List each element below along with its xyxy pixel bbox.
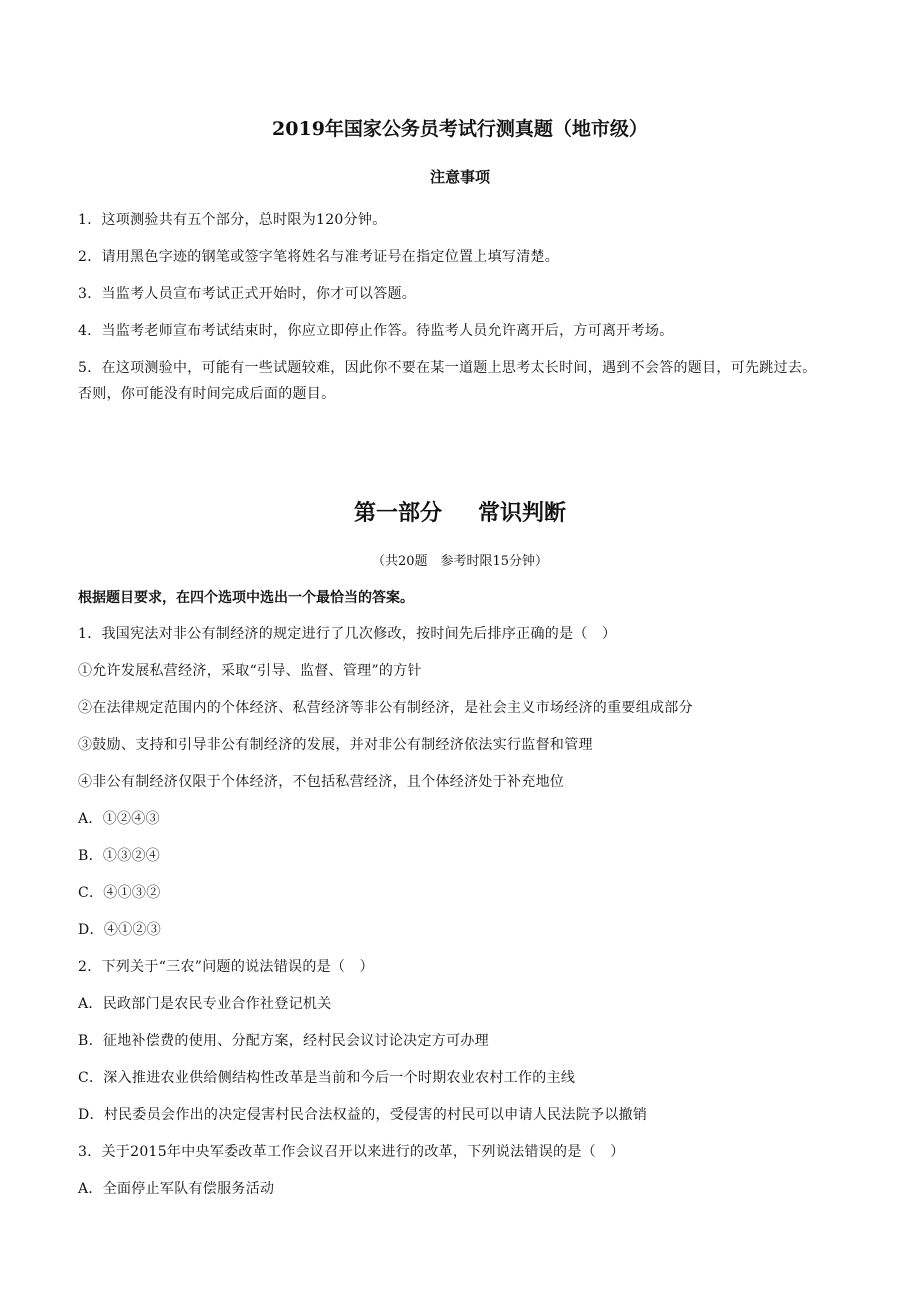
section-instruction: 根据题目要求，在四个选项中选出一个最恰当的答案。	[78, 590, 414, 606]
question-3-option-a: A．全面停止军队有偿服务活动	[78, 1181, 275, 1197]
question-1-option-b: B．①③②④	[78, 848, 161, 864]
notice-item-4: 4．当监考老师宣布考试结束时，你应立即停止作答。待监考人员允许离开后，方可离开考场。	[78, 323, 674, 339]
question-2-option-c: C．深入推进农业供给侧结构性改革是当前和今后一个时期农业农村工作的主线	[78, 1070, 576, 1086]
document-title: 2019年国家公务员考试行测真题（地市级）	[272, 118, 648, 140]
notice-item-2: 2．请用黑色字迹的钢笔或签字笔将姓名与准考证号在指定位置上填写清楚。	[78, 249, 560, 265]
notice-heading: 注意事项	[429, 168, 490, 186]
notice-item-1: 1．这项测验共有五个部分，总时限为120分钟。	[78, 212, 387, 228]
question-1-statement-4: ④非公有制经济仅限于个体经济，不包括私营经济，且个体经济处于补充地位	[78, 774, 565, 790]
question-2-option-d: D．村民委员会作出的决定侵害村民合法权益的，受侵害的村民可以申请人民法院予以撤销	[78, 1107, 648, 1123]
question-1-option-d: D．④①②③	[78, 922, 162, 938]
question-1-stem: 1．我国宪法对非公有制经济的规定进行了几次修改，按时间先后排序正确的是（ ）	[78, 626, 617, 642]
question-1-option-c: C．④①③②	[78, 885, 161, 901]
question-1-statement-1: ①允许发展私营经济，采取“引导、监督、管理”的方针	[78, 663, 422, 679]
notice-item-5: 5．在这项测验中，可能有一些试题较难，因此你不要在某一道题上思考太长时间，遇到不会答的题目，可先跳过去。	[78, 360, 817, 376]
question-3-stem: 3．关于2015年中央军委改革工作会议召开以来进行的改革，下列说法错误的是（ ）	[78, 1144, 625, 1160]
question-2-stem: 2．下列关于“三农”问题的说法错误的是（ ）	[78, 959, 374, 975]
section-name: 常识判断	[478, 500, 567, 526]
section-part: 第一部分	[353, 500, 442, 526]
section-subtitle: （共20题 参考时限15分钟）	[371, 554, 549, 569]
notice-item-3: 3．当监考人员宣布考试正式开始时，你才可以答题。	[78, 286, 417, 302]
question-1-statement-3: ③鼓励、支持和引导非公有制经济的发展，并对非公有制经济依法实行监督和管理	[78, 737, 593, 753]
question-1-option-a: A．①②④③	[78, 811, 160, 827]
section-title	[0, 496, 920, 527]
question-2-option-b: B．征地补偿费的使用、分配方案，经村民会议讨论决定方可办理	[78, 1033, 489, 1049]
question-1-statement-2: ②在法律规定范围内的个体经济、私营经济等非公有制经济，是社会主义市场经济的重要组成部分	[78, 700, 693, 716]
notice-item-5-continued: 否则，你可能没有时间完成后面的题目。	[78, 386, 336, 402]
question-2-option-a: A．民政部门是农民专业合作社登记机关	[78, 996, 332, 1012]
